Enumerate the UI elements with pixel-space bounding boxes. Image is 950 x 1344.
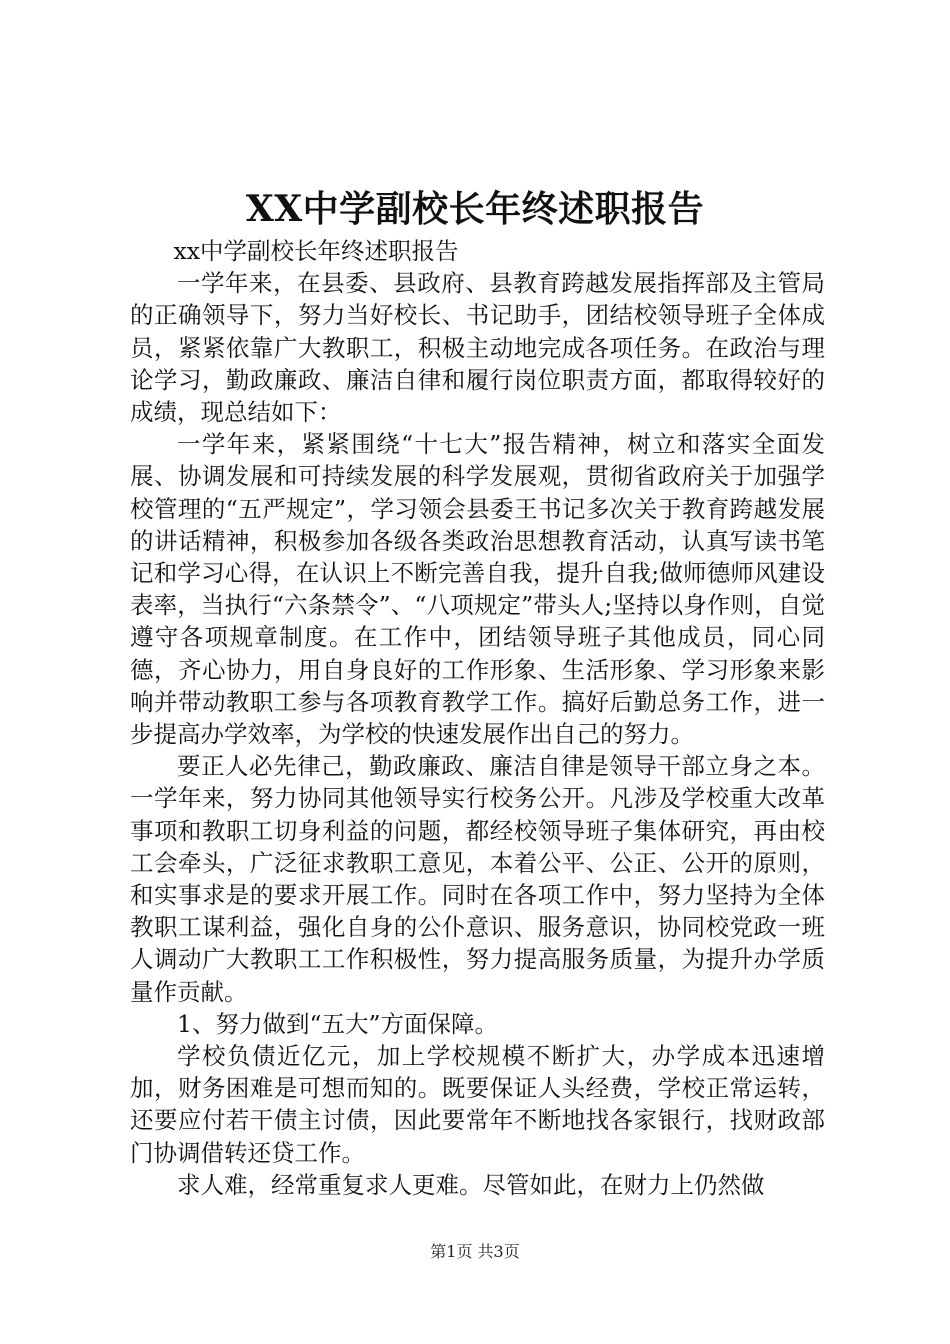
- paragraph-3: 要正人必先律己，勤政廉政、廉洁自律是领导干部立身之本。一学年来，努力协同其他领导实行校务公开。凡涉及学校重大改革事项和教职工切身利益的问题，都经校领导班子集体研究，再由校工会牵头，广泛征求教职工意见，本着公平、公正、公开的原则，和实事求是的要求开展工作。同时在各项工作中，努力坚持为全体教职工谋利益，强化自身的公仆意识、服务意识，协同校党政一班人调动广大教职工工作积极性，努力提高服务质量，为提升办学质量作贡献。: [130, 752, 825, 1006]
- page-total: 共3页: [477, 1242, 520, 1261]
- paragraph-6: 求人难，经常重复求人更难。尽管如此，在财力上仍然做: [177, 1170, 765, 1199]
- document-title: XX中学副校长年终述职报告: [245, 188, 705, 230]
- paragraph-1: 一学年来，在县委、县政府、县教育跨越发展指挥部及主管局的正确领导下，努力当好校长、书记助手，团结校领导班子全体成员，紧紧依靠广大教职工，积极主动地完成各项任务。在政治与理论学习，勤政廉政、廉洁自律和履行岗位职责方面，都取得较好的成绩，现总结如下：: [130, 269, 825, 427]
- document-subtitle: xx中学副校长年终述职报告: [173, 237, 459, 265]
- paragraph-5: 学校负债近亿元，加上学校规模不断扩大，办学成本迅速增加，财务困难是可想而知的。既要保证人头经费，学校正常运转，还要应付若干债主讨债，因此要常年不断地找各家银行，找财政部门协调借转还贷工作。: [130, 1042, 825, 1167]
- document-body: [130, 235, 825, 1201]
- page-footer: [0, 1240, 950, 1264]
- paragraph-2: 一学年来，紧紧围绕“十七大”报告精神，树立和落实全面发展、协调发展和可持续发展的科学发展观，贯彻省政府关于加强学校管理的“五严规定”，学习领会县委王书记多次关于教育跨越发展的讲话精神，积极参加各级各类政治思想教育活动，认真写读书笔记和学习心得，在认识上不断完善自我，提升自我;做师德师风建设表率，当执行“六条禁令”、“八项规定”带头人;坚持以身作则，自觉遵守各项规章制度。在工作中，团结领导班子其他成员，同心同德，齐心协力，用自身良好的工作形象、生活形象、学习形象来影响并带动教职工参与各项教育教学工作。搞好后勤总务工作，进一步提高办学效率，为学校的快速发展作出自己的努力。: [130, 430, 825, 749]
- page-number: 第1页: [430, 1242, 473, 1261]
- section-heading: 1、努力做到“五大”方面保障。: [177, 1009, 498, 1038]
